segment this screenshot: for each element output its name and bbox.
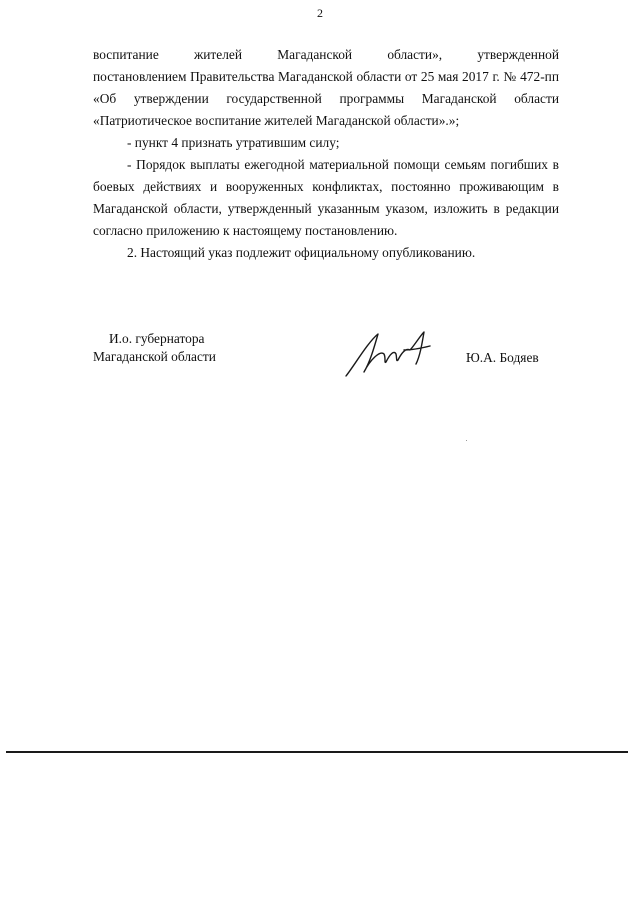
bottom-rule [6,751,628,753]
paragraph-publication: 2. Настоящий указ подлежит официальному опубликованию. [127,245,476,260]
handwritten-signature-icon [340,328,440,385]
signatory-title [93,330,216,366]
signature-block [0,328,640,388]
signatory-name: Ю.А. Бодяев [466,350,539,365]
page-number: 2 [317,6,323,20]
paragraph-continuation: постановлением Правительства Магаданской области от 25 мая 2017 г. № 472-пп «Об утверждении государственной программы Магаданской области «Патриотическое воспитание жителей Магаданской области».»; [93,69,559,128]
signatory-title-line1: И.о. губернатора [109,331,205,346]
scan-speck [466,440,467,441]
paragraph-continuation-first-line: воспитание жителей Магаданской области», утвержденной [93,47,559,62]
paragraph-payment-procedure: - Порядок выплаты ежегодной материальной помощи семьям погибших в боевых действиях и вооруженных конфликтах, постоянно проживающим в Магаданской области, утвержденный указанным указом, изложить в редакции согласно приложению к настоящему постановлению. [93,157,559,238]
document-body [93,44,559,264]
paragraph-clause-4: - пункт 4 признать утратившим силу; [127,135,340,150]
signatory-title-line2: Магаданской области [93,349,216,364]
